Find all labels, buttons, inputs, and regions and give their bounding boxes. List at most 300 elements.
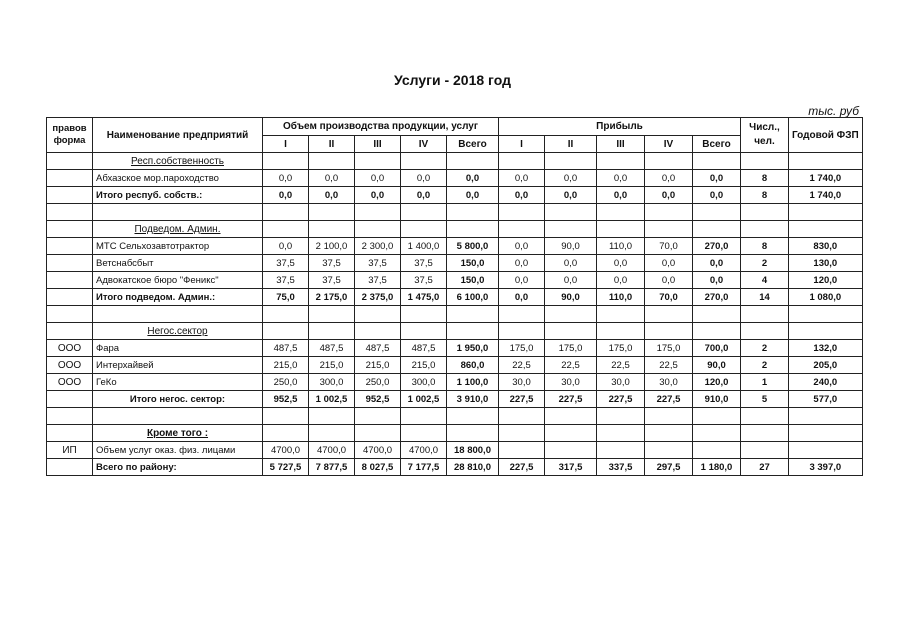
volume-cell-4 <box>401 204 447 221</box>
profit-cell-1 <box>499 442 545 459</box>
profit-cell-4: 0,0 <box>645 255 693 272</box>
profit-cell-3: 175,0 <box>597 340 645 357</box>
volume-cell-1: 487,5 <box>263 340 309 357</box>
volume-cell-4 <box>401 221 447 238</box>
profit-cell-3: 0,0 <box>597 187 645 204</box>
fzp-cell <box>789 153 863 170</box>
fzp-cell <box>789 442 863 459</box>
profit-cell-5 <box>693 153 741 170</box>
workers-cell: 8 <box>741 170 789 187</box>
profit-cell-1: 0,0 <box>499 238 545 255</box>
volume-cell-2 <box>309 153 355 170</box>
profit-cell-1: 0,0 <box>499 289 545 306</box>
workers-cell <box>741 323 789 340</box>
volume-cell-2: 487,5 <box>309 340 355 357</box>
volume-cell-4: 1 475,0 <box>401 289 447 306</box>
company-name-cell: Объем услуг оказ. физ. лицами <box>93 442 263 459</box>
company-name-cell: Всего по району: <box>93 459 263 476</box>
fzp-cell: 1 080,0 <box>789 289 863 306</box>
header-profit-q1: I <box>499 136 545 153</box>
volume-cell-5: 0,0 <box>447 170 499 187</box>
profit-cell-4: 227,5 <box>645 391 693 408</box>
volume-cell-2: 2 100,0 <box>309 238 355 255</box>
volume-cell-2: 0,0 <box>309 187 355 204</box>
table-row <box>47 238 863 255</box>
volume-cell-3 <box>355 221 401 238</box>
profit-cell-5: 270,0 <box>693 289 741 306</box>
volume-cell-3 <box>355 204 401 221</box>
table-row <box>47 255 863 272</box>
profit-cell-5: 120,0 <box>693 374 741 391</box>
volume-cell-1 <box>263 153 309 170</box>
volume-cell-5: 18 800,0 <box>447 442 499 459</box>
company-name-cell: МТС Сельхозавтотрактор <box>93 238 263 255</box>
volume-cell-1 <box>263 306 309 323</box>
profit-cell-1 <box>499 408 545 425</box>
blank-row <box>47 306 863 323</box>
volume-cell-1: 37,5 <box>263 272 309 289</box>
volume-cell-1 <box>263 323 309 340</box>
profit-cell-4 <box>645 408 693 425</box>
table-row <box>47 170 863 187</box>
header-form: правов форма <box>47 118 93 153</box>
volume-cell-2 <box>309 425 355 442</box>
volume-cell-5 <box>447 408 499 425</box>
workers-cell <box>741 425 789 442</box>
volume-cell-4: 1 400,0 <box>401 238 447 255</box>
volume-cell-2: 215,0 <box>309 357 355 374</box>
section-row <box>47 221 863 238</box>
legal-form-cell <box>47 323 93 340</box>
workers-cell: 8 <box>741 187 789 204</box>
profit-cell-4: 70,0 <box>645 238 693 255</box>
profit-cell-3 <box>597 323 645 340</box>
company-name-cell: Ветснабсбыт <box>93 255 263 272</box>
volume-cell-3: 952,5 <box>355 391 401 408</box>
table-row <box>47 340 863 357</box>
volume-cell-1: 37,5 <box>263 255 309 272</box>
company-name-cell: Итого подведом. Админ.: <box>93 289 263 306</box>
legal-form-cell <box>47 221 93 238</box>
volume-cell-5 <box>447 323 499 340</box>
volume-cell-1: 4700,0 <box>263 442 309 459</box>
profit-cell-2 <box>545 442 597 459</box>
company-name-cell: Негос.сектор <box>93 323 263 340</box>
profit-cell-5: 910,0 <box>693 391 741 408</box>
volume-cell-2: 2 175,0 <box>309 289 355 306</box>
profit-cell-5: 0,0 <box>693 170 741 187</box>
profit-cell-2: 175,0 <box>545 340 597 357</box>
volume-cell-5: 0,0 <box>447 187 499 204</box>
fzp-cell: 120,0 <box>789 272 863 289</box>
header-profit-q2: II <box>545 136 597 153</box>
profit-cell-3 <box>597 306 645 323</box>
header-profit-q4: IV <box>645 136 693 153</box>
profit-cell-5 <box>693 323 741 340</box>
volume-cell-2: 37,5 <box>309 272 355 289</box>
header-name: Наименование предприятий <box>93 118 263 153</box>
company-name-cell: Интерхайвей <box>93 357 263 374</box>
legal-form-cell: ИП <box>47 442 93 459</box>
profit-cell-5: 0,0 <box>693 272 741 289</box>
volume-cell-5: 860,0 <box>447 357 499 374</box>
fzp-cell <box>789 306 863 323</box>
profit-cell-1: 22,5 <box>499 357 545 374</box>
section-row <box>47 323 863 340</box>
volume-cell-3: 2 375,0 <box>355 289 401 306</box>
volume-cell-3: 8 027,5 <box>355 459 401 476</box>
legal-form-cell <box>47 425 93 442</box>
volume-cell-2: 37,5 <box>309 255 355 272</box>
profit-cell-2: 90,0 <box>545 289 597 306</box>
profit-cell-3: 110,0 <box>597 289 645 306</box>
profit-cell-2: 22,5 <box>545 357 597 374</box>
legal-form-cell <box>47 391 93 408</box>
company-name-cell <box>93 306 263 323</box>
volume-cell-3: 487,5 <box>355 340 401 357</box>
legal-form-cell <box>47 170 93 187</box>
profit-cell-4 <box>645 425 693 442</box>
profit-cell-5 <box>693 408 741 425</box>
legal-form-cell <box>47 238 93 255</box>
header-workers: Числ., чел. <box>741 118 789 153</box>
table-row <box>47 442 863 459</box>
fzp-cell <box>789 425 863 442</box>
volume-cell-3 <box>355 323 401 340</box>
volume-cell-2: 7 877,5 <box>309 459 355 476</box>
volume-cell-2 <box>309 306 355 323</box>
profit-cell-1 <box>499 153 545 170</box>
profit-cell-1: 0,0 <box>499 255 545 272</box>
profit-cell-3: 227,5 <box>597 391 645 408</box>
profit-cell-5 <box>693 425 741 442</box>
volume-cell-5 <box>447 153 499 170</box>
profit-cell-3 <box>597 221 645 238</box>
blank-row <box>47 408 863 425</box>
profit-cell-1 <box>499 221 545 238</box>
volume-cell-2 <box>309 204 355 221</box>
legal-form-cell: ООО <box>47 357 93 374</box>
fzp-cell <box>789 204 863 221</box>
profit-cell-1: 0,0 <box>499 170 545 187</box>
profit-cell-4: 0,0 <box>645 187 693 204</box>
volume-cell-1: 75,0 <box>263 289 309 306</box>
profit-cell-4: 0,0 <box>645 170 693 187</box>
volume-cell-5: 5 800,0 <box>447 238 499 255</box>
volume-cell-4: 1 002,5 <box>401 391 447 408</box>
profit-cell-1 <box>499 204 545 221</box>
volume-cell-5 <box>447 204 499 221</box>
profit-cell-4 <box>645 153 693 170</box>
fzp-cell: 205,0 <box>789 357 863 374</box>
header-fzp: Годовой ФЗП <box>789 118 863 153</box>
legal-form-cell <box>47 153 93 170</box>
company-name-cell: Респ.собственность <box>93 153 263 170</box>
total-row <box>47 187 863 204</box>
volume-cell-3 <box>355 153 401 170</box>
profit-cell-2 <box>545 425 597 442</box>
profit-cell-5: 90,0 <box>693 357 741 374</box>
legal-form-cell <box>47 255 93 272</box>
fzp-cell: 240,0 <box>789 374 863 391</box>
fzp-cell: 132,0 <box>789 340 863 357</box>
volume-cell-1: 0,0 <box>263 170 309 187</box>
profit-cell-2: 0,0 <box>545 187 597 204</box>
workers-cell: 14 <box>741 289 789 306</box>
profit-cell-2 <box>545 221 597 238</box>
volume-cell-3: 0,0 <box>355 187 401 204</box>
profit-cell-2 <box>545 408 597 425</box>
page-title: Услуги - 2018 год <box>394 72 511 88</box>
profit-cell-2: 0,0 <box>545 272 597 289</box>
header-profit-total: Всего <box>693 136 741 153</box>
volume-cell-2: 300,0 <box>309 374 355 391</box>
profit-cell-4 <box>645 204 693 221</box>
volume-cell-5 <box>447 221 499 238</box>
volume-cell-2 <box>309 323 355 340</box>
volume-cell-2 <box>309 408 355 425</box>
legal-form-cell: ООО <box>47 374 93 391</box>
fzp-cell <box>789 408 863 425</box>
legal-form-cell <box>47 306 93 323</box>
company-name-cell: Итого негос. сектор: <box>93 391 263 408</box>
volume-cell-1: 5 727,5 <box>263 459 309 476</box>
volume-cell-1 <box>263 221 309 238</box>
workers-cell: 27 <box>741 459 789 476</box>
volume-cell-4 <box>401 306 447 323</box>
profit-cell-3: 110,0 <box>597 238 645 255</box>
profit-cell-5: 1 180,0 <box>693 459 741 476</box>
profit-cell-1: 30,0 <box>499 374 545 391</box>
volume-cell-4: 487,5 <box>401 340 447 357</box>
profit-cell-2 <box>545 153 597 170</box>
legal-form-cell <box>47 204 93 221</box>
profit-cell-2: 0,0 <box>545 170 597 187</box>
workers-cell <box>741 408 789 425</box>
legal-form-cell <box>47 408 93 425</box>
fzp-cell: 1 740,0 <box>789 170 863 187</box>
fzp-cell: 830,0 <box>789 238 863 255</box>
profit-cell-4: 22,5 <box>645 357 693 374</box>
legal-form-cell: ООО <box>47 340 93 357</box>
volume-cell-2: 0,0 <box>309 170 355 187</box>
company-name-cell: ГеКо <box>93 374 263 391</box>
profit-cell-4 <box>645 323 693 340</box>
profit-cell-3: 0,0 <box>597 255 645 272</box>
profit-cell-2 <box>545 306 597 323</box>
volume-cell-1 <box>263 425 309 442</box>
volume-cell-1: 250,0 <box>263 374 309 391</box>
volume-cell-3: 4700,0 <box>355 442 401 459</box>
header-volume-q4: IV <box>401 136 447 153</box>
profit-cell-2: 90,0 <box>545 238 597 255</box>
legal-form-cell <box>47 459 93 476</box>
volume-cell-4: 300,0 <box>401 374 447 391</box>
legal-form-cell <box>47 289 93 306</box>
header-volume-group: Объем производства продукции, услуг <box>263 118 499 136</box>
profit-cell-2 <box>545 204 597 221</box>
volume-cell-4: 0,0 <box>401 187 447 204</box>
volume-cell-4: 37,5 <box>401 255 447 272</box>
workers-cell: 2 <box>741 255 789 272</box>
profit-cell-5: 270,0 <box>693 238 741 255</box>
volume-cell-5: 1 100,0 <box>447 374 499 391</box>
fzp-cell <box>789 323 863 340</box>
volume-cell-3: 2 300,0 <box>355 238 401 255</box>
volume-cell-3: 37,5 <box>355 255 401 272</box>
company-name-cell: Итого респуб. собств.: <box>93 187 263 204</box>
profit-cell-2: 0,0 <box>545 255 597 272</box>
volume-cell-4: 0,0 <box>401 170 447 187</box>
profit-cell-1 <box>499 425 545 442</box>
profit-cell-4: 175,0 <box>645 340 693 357</box>
fzp-cell: 1 740,0 <box>789 187 863 204</box>
profit-cell-4: 30,0 <box>645 374 693 391</box>
workers-cell: 8 <box>741 238 789 255</box>
company-name-cell <box>93 408 263 425</box>
header-volume-q3: III <box>355 136 401 153</box>
units-label: тыс. руб <box>808 104 859 118</box>
volume-cell-5: 28 810,0 <box>447 459 499 476</box>
workers-cell: 1 <box>741 374 789 391</box>
volume-cell-3: 215,0 <box>355 357 401 374</box>
profit-cell-3: 337,5 <box>597 459 645 476</box>
services-table <box>46 117 863 476</box>
profit-cell-3: 0,0 <box>597 272 645 289</box>
fzp-cell: 130,0 <box>789 255 863 272</box>
volume-cell-1 <box>263 408 309 425</box>
profit-cell-3 <box>597 408 645 425</box>
legal-form-cell <box>47 272 93 289</box>
volume-cell-4 <box>401 408 447 425</box>
total-row <box>47 391 863 408</box>
company-name-cell: Фара <box>93 340 263 357</box>
workers-cell <box>741 204 789 221</box>
volume-cell-3 <box>355 425 401 442</box>
section-row <box>47 153 863 170</box>
total-row <box>47 459 863 476</box>
blank-row <box>47 204 863 221</box>
profit-cell-1: 0,0 <box>499 187 545 204</box>
profit-cell-1: 227,5 <box>499 391 545 408</box>
header-volume-q1: I <box>263 136 309 153</box>
volume-cell-4: 7 177,5 <box>401 459 447 476</box>
workers-cell: 2 <box>741 340 789 357</box>
profit-cell-4: 0,0 <box>645 272 693 289</box>
volume-cell-4: 37,5 <box>401 272 447 289</box>
table-row <box>47 357 863 374</box>
table-row <box>47 374 863 391</box>
profit-cell-1 <box>499 306 545 323</box>
fzp-cell <box>789 221 863 238</box>
profit-cell-1: 227,5 <box>499 459 545 476</box>
workers-cell <box>741 221 789 238</box>
volume-cell-5 <box>447 306 499 323</box>
fzp-cell: 577,0 <box>789 391 863 408</box>
profit-cell-2: 317,5 <box>545 459 597 476</box>
volume-cell-4 <box>401 323 447 340</box>
section-row <box>47 425 863 442</box>
profit-cell-4: 70,0 <box>645 289 693 306</box>
volume-cell-3: 250,0 <box>355 374 401 391</box>
volume-cell-3 <box>355 306 401 323</box>
volume-cell-1: 0,0 <box>263 187 309 204</box>
profit-cell-4 <box>645 306 693 323</box>
volume-cell-4: 4700,0 <box>401 442 447 459</box>
company-name-cell: Абхазское мор.пароходство <box>93 170 263 187</box>
header-profit-group: Прибыль <box>499 118 741 136</box>
volume-cell-4: 215,0 <box>401 357 447 374</box>
volume-cell-5: 150,0 <box>447 272 499 289</box>
company-name-cell: Кроме того : <box>93 425 263 442</box>
profit-cell-2 <box>545 323 597 340</box>
profit-cell-4: 297,5 <box>645 459 693 476</box>
profit-cell-5 <box>693 306 741 323</box>
volume-cell-1 <box>263 204 309 221</box>
volume-cell-5: 6 100,0 <box>447 289 499 306</box>
workers-cell: 2 <box>741 357 789 374</box>
volume-cell-2: 4700,0 <box>309 442 355 459</box>
total-row <box>47 289 863 306</box>
profit-cell-3 <box>597 153 645 170</box>
workers-cell: 5 <box>741 391 789 408</box>
volume-cell-4 <box>401 425 447 442</box>
profit-cell-3: 0,0 <box>597 170 645 187</box>
workers-cell: 4 <box>741 272 789 289</box>
profit-cell-1 <box>499 323 545 340</box>
company-name-cell: Подведом. Админ. <box>93 221 263 238</box>
profit-cell-5 <box>693 204 741 221</box>
table-row <box>47 272 863 289</box>
volume-cell-1: 952,5 <box>263 391 309 408</box>
volume-cell-5 <box>447 425 499 442</box>
profit-cell-4 <box>645 442 693 459</box>
volume-cell-5: 3 910,0 <box>447 391 499 408</box>
company-name-cell <box>93 204 263 221</box>
profit-cell-3: 22,5 <box>597 357 645 374</box>
profit-cell-4 <box>645 221 693 238</box>
header-volume-q2: II <box>309 136 355 153</box>
profit-cell-1: 175,0 <box>499 340 545 357</box>
profit-cell-5 <box>693 221 741 238</box>
profit-cell-2: 227,5 <box>545 391 597 408</box>
workers-cell <box>741 306 789 323</box>
profit-cell-1: 0,0 <box>499 272 545 289</box>
profit-cell-3 <box>597 425 645 442</box>
header-volume-total: Всего <box>447 136 499 153</box>
header-profit-q3: III <box>597 136 645 153</box>
volume-cell-3 <box>355 408 401 425</box>
profit-cell-5: 700,0 <box>693 340 741 357</box>
profit-cell-5: 0,0 <box>693 187 741 204</box>
profit-cell-3 <box>597 442 645 459</box>
profit-cell-2: 30,0 <box>545 374 597 391</box>
volume-cell-3: 0,0 <box>355 170 401 187</box>
profit-cell-5 <box>693 442 741 459</box>
fzp-cell: 3 397,0 <box>789 459 863 476</box>
profit-cell-3 <box>597 204 645 221</box>
company-name-cell: Адвокатское бюро "Феникс" <box>93 272 263 289</box>
volume-cell-1: 0,0 <box>263 238 309 255</box>
volume-cell-4 <box>401 153 447 170</box>
volume-cell-3: 37,5 <box>355 272 401 289</box>
profit-cell-5: 0,0 <box>693 255 741 272</box>
volume-cell-2: 1 002,5 <box>309 391 355 408</box>
volume-cell-5: 1 950,0 <box>447 340 499 357</box>
profit-cell-3: 30,0 <box>597 374 645 391</box>
volume-cell-1: 215,0 <box>263 357 309 374</box>
legal-form-cell <box>47 187 93 204</box>
